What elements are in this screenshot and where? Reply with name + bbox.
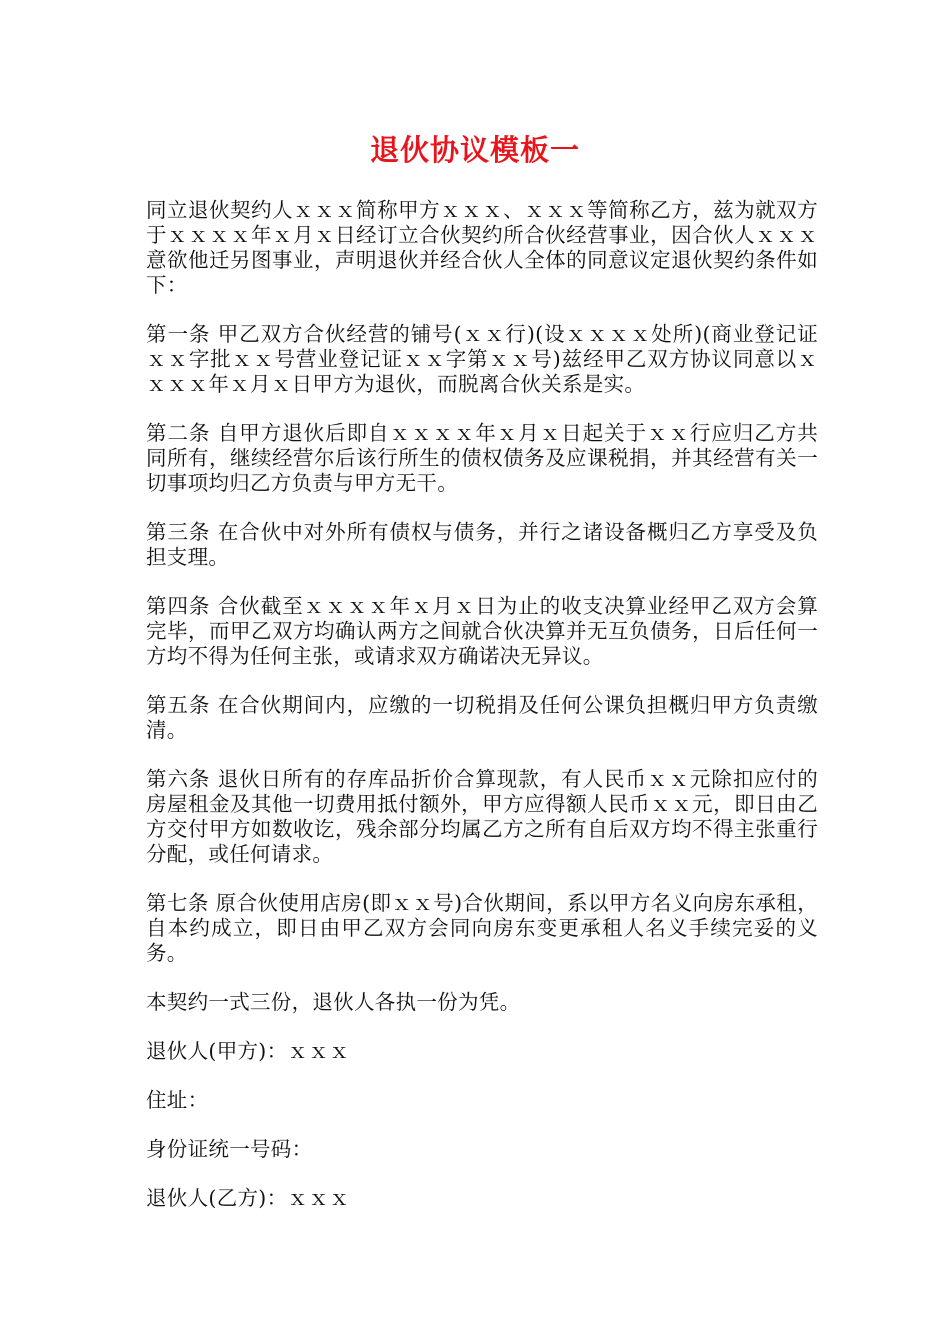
article-2: 第二条 自甲方退伙后即自ｘｘｘｘ年ｘ月ｘ日起关于ｘｘ行应归乙方共同所有，继续经营尔后该行所生的债权债务及应课税捐，并其经营有关一切事项均归乙方负责与甲方无干。: [146, 421, 818, 495]
document-body: [146, 198, 818, 1235]
intro-paragraph: 同立退伙契约人ｘｘｘ简称甲方ｘｘｘ、ｘｘｘ等简称乙方，兹为就双方于ｘｘｘｘ年ｘ月ｘ日经订立合伙契约所合伙经营事业，因合伙人ｘｘｘ意欲他迁另图事业，声明退伙并经合伙人全体的同意议定退伙契约条件如下：: [146, 198, 818, 297]
article-7: 第七条 原合伙使用店房(即ｘｘ号)合伙期间，系以甲方名义向房东承租，自本约成立，即日由甲乙双方会同向房东变更承租人名义手续完妥的义务。: [146, 891, 818, 965]
article-4: 第四条 合伙截至ｘｘｘｘ年ｘ月ｘ日为止的收支决算业经甲乙双方会算完毕，而甲乙双方均确认两方之间就合伙决算并无互负债务，日后任何一方均不得为任何主张，或请求双方确诺决无异议。: [146, 594, 818, 668]
address-field: 住址：: [146, 1088, 209, 1112]
closing-statement: 本契约一式三份，退伙人各执一份为凭。: [146, 990, 521, 1014]
article-5: 第五条 在合伙期间内，应缴的一切税捐及任何公课负担概归甲方负责缴清。: [146, 693, 818, 742]
article-1: 第一条 甲乙双方合伙经营的铺号(ｘｘ行)(设ｘｘｘｘ处所)(商业登记证ｘｘ字批ｘｘ号营业登记证ｘｘ字第ｘｘ号)兹经甲乙双方协议同意以ｘｘｘｘ年ｘ月ｘ日甲方为退伙，而脱离合伙关系是实。: [146, 322, 818, 396]
article-3: 第三条 在合伙中对外所有债权与债务，并行之诸设备概归乙方享受及负担支理。: [146, 520, 818, 569]
party-b-signature-field: 退伙人(乙方)：ｘｘｘ: [146, 1186, 350, 1210]
id-number-field: 身份证统一号码：: [146, 1137, 313, 1161]
document-title: 退伙协议模板一: [369, 133, 580, 167]
article-6: 第六条 退伙日所有的存库品折价合算现款，有人民币ｘｘ元除扣应付的房屋租金及其他一切费用抵付额外，甲方应得额人民币ｘｘ元，即日由乙方交付甲方如数收讫，残余部分均属乙方之所有自后双方均不得主张重行分配，或任何请求。: [146, 767, 818, 866]
party-a-signature-field: 退伙人(甲方)：ｘｘｘ: [146, 1039, 350, 1063]
